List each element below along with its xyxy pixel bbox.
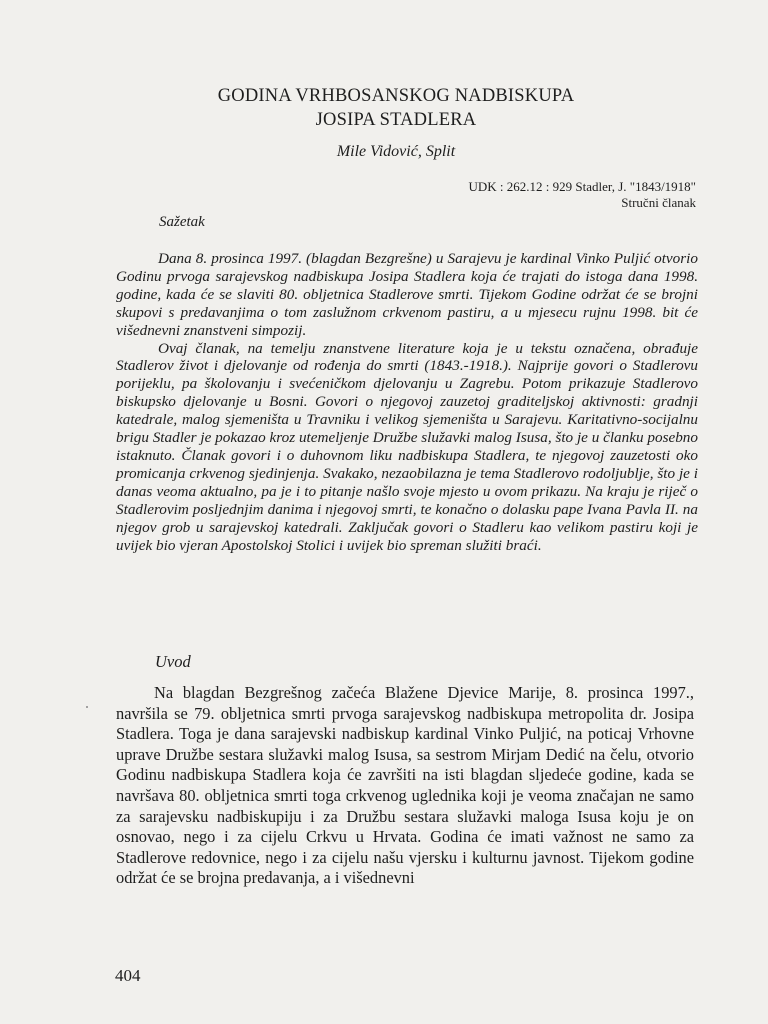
introduction-paragraph: Na blagdan Bezgrešnog začeća Blažene Djevice Marije, 8. prosinca 1997., navršila se 79. obljetnica smrti prvoga sarajevskog nadbiskupa metropolita dr. Josipa Stadlera. Toga je dana sarajevski nadbiskup kardinal Vinko Puljić, na poticaj Vrhovne uprave Družbe sestara služavki malog Isusa, sa sestrom Mirjam Dedić na čelu, otvorio Godinu nadbiskupa Stadlera koja će završiti na isti blagdan sljedeće godine, kada se navršava 80. obljetnica smrti toga crkvenog uglednika koji je veoma značajan ne samo za sarajevsku nadbiskupiju i za Družbu sestara služavki maloga Isusa koju je on osnovao, nego i za cijelu Crkvu u Hrvata. Godina će imati važnost ne samo za Stadlerove redovnice, nego i za cijelu našu vjersku i kulturnu javnost. Tijekom godine održat će se brojna predavanja, a i višednevni — [116, 683, 694, 888]
introduction-body — [116, 683, 694, 889]
author-line: Mile Vidović, Split — [336, 143, 456, 160]
abstract-heading: Sažetak — [159, 214, 205, 230]
abstract-paragraph-1: Dana 8. prosinca 1997. (blagdan Bezgrešne) u Sarajevu je kardinal Vinko Puljić otvorio Godinu prvoga sarajevskog nadbiskupa Josipa Stadlera koja će trajati do istoga dana 1998. godine, kada će se slaviti 80. obljetnica Stadlerove smrti. Tijekom Godine održat će se brojni skupovi s predavanjima o tom zaslužnom crkvenom pastiru, a u mjesecu rujnu 1998. bit će višednevni znanstveni simpozij. — [116, 250, 698, 339]
udk-code: UDK : 262.12 : 929 Stadler, J. "1843/1918" — [468, 179, 696, 194]
scan-speck — [86, 706, 88, 708]
article-type: Stručni članak — [621, 195, 696, 210]
introduction-heading: Uvod — [155, 652, 191, 671]
article-title-line-1: GODINA VRHBOSANSKOG NADBISKUPA — [217, 86, 575, 106]
abstract-body — [116, 250, 698, 554]
udk-classification — [469, 179, 696, 211]
article-title-line-2: JOSIPA STADLERA — [315, 110, 477, 130]
page-number: 404 — [115, 966, 141, 985]
abstract-paragraph-2: Ovaj članak, na temelju znanstvene literature koja je u tekstu označena, obrađuje Stadlerov život i djelovanje od rođenja do smrti (1843.-1918.). Najprije govori o Stadlerovu porijeklu, pa školovanju i svećeničkom djelovanju u Zagrebu. Potom prikazuje Stadlerovo biskupsko djelovanje u Bosni. Govori o njegovoj zauzetoj graditeljskoj aktivnosti: gradnji katedrale, malog sjemeništa u Travniku i velikog sjemeništa u Sarajevu. Karitativno-socijalnu brigu Stadler je pokazao kroz utemeljenje Družbe služavki malog Isusa, što je u članku posebno istaknuto. Članak govori i o duhovnom liku nadbiskupa Stadlera, te njegovoj zauzetosti oko promicanja crkvenog sjedinjenja. Svakako, nezaobilazna je tema Stadlerovo rodoljublje, što je i danas veoma aktualno, pa je i to pitanje našlo svoje mjesto u ovom prikazu. Na kraju je riječ o Stadlerovim posljednjim danima i njegovoj smrti, te konačno o dolasku pape Ivana Pavla II. na njegov grob u sarajevskoj katedrali. Zaključak govori o Stadleru kao velikom pastiru koji je uvijek bio vjeran Apostolskoj Stolici i uvijek bio spreman služiti braći. — [116, 339, 698, 554]
